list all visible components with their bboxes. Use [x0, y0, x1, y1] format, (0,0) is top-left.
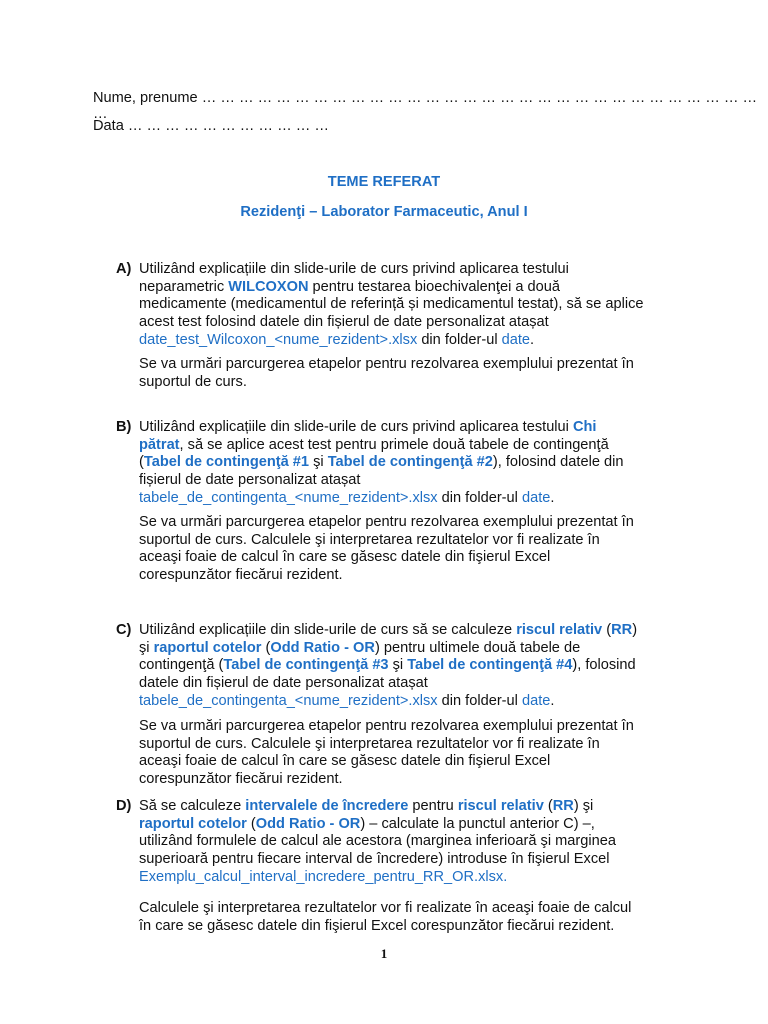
text: superioară pentru fiecare interval de încredere) introduse în fişierul Excel — [139, 851, 610, 868]
date-field — [93, 118, 329, 134]
file-link[interactable]: tabele_de_contingenta_<nume_rezident>.xlsx — [139, 489, 438, 506]
line — [139, 472, 699, 490]
item-d-label: D) — [116, 798, 132, 814]
text: şi — [388, 657, 408, 674]
text: ( — [246, 815, 256, 832]
text: Utilizând explicațiile din slide-urile de curs privind aplicarea testului — [139, 261, 569, 277]
text: Calculele şi interpretarea rezultatelor vor fi realizate în aceaşi foaie de calcul — [139, 900, 632, 916]
rr-term: RR — [611, 622, 633, 638]
text: corespunzător fiecărui rezident. — [139, 771, 343, 788]
line — [139, 437, 699, 455]
text: ) — [632, 622, 638, 638]
text: suportul de curs. Calculele şi interpretarea rezultatelor vor fi realizate în — [139, 735, 600, 752]
line — [139, 753, 699, 771]
line — [139, 693, 699, 711]
text: Să se calculeze — [139, 798, 246, 814]
line — [139, 900, 699, 918]
line — [139, 419, 699, 437]
line — [139, 356, 699, 374]
table-2-term: Tabel de contingenţă #2 — [327, 454, 493, 471]
or-term: Odd Ratio - OR — [270, 639, 375, 656]
line — [139, 869, 699, 887]
text: . — [550, 692, 555, 709]
item-a-note — [139, 356, 699, 391]
folder-link[interactable]: date — [521, 489, 551, 506]
file-link[interactable]: tabele_de_contingenta_<nume_rezident>.xlsx — [139, 692, 438, 709]
item-b-note — [139, 514, 699, 585]
line — [139, 549, 699, 567]
relative-risk-term: riscul relativ — [516, 622, 603, 638]
line — [139, 514, 699, 532]
text: ), folosind datele din — [492, 454, 624, 471]
item-d-paragraph — [139, 798, 699, 887]
relative-risk-term: riscul relativ — [457, 798, 544, 814]
line — [139, 736, 699, 754]
text: , să se aplice acest test pentru primele două tabele de contingenţă — [179, 436, 609, 453]
line — [139, 816, 699, 834]
text: ) şi — [573, 798, 594, 814]
line — [139, 314, 699, 332]
text: aceaşi foaie de calcul în care se găsesc datele din fişierul Excel — [139, 753, 551, 770]
line — [139, 675, 699, 693]
line — [139, 454, 699, 472]
text: ) pentru ultimele două tabele de — [374, 639, 581, 656]
text: ( — [261, 639, 271, 656]
table-3-term: Tabel de contingenţă #3 — [223, 657, 389, 674]
rr-term: RR — [552, 798, 574, 814]
text: . — [530, 331, 535, 348]
item-c-paragraph — [139, 622, 699, 711]
table-1-term: Tabel de contingenţă #1 — [143, 454, 310, 471]
patrat-term: pătrat — [139, 436, 180, 453]
text: Se va urmări parcurgerea etapelor pentru rezolvarea exemplului prezentat în — [139, 718, 634, 734]
line — [139, 622, 699, 640]
line — [139, 833, 699, 851]
text: din folder-ul — [437, 692, 522, 709]
item-a-label: A) — [116, 261, 132, 277]
page-subtitle: Rezidenţi – Laborator Farmaceutic, Anul I — [240, 204, 528, 220]
item-b-paragraph — [139, 419, 699, 508]
text: contingenţă ( — [139, 657, 224, 674]
confidence-interval-term: intervalele de încredere — [245, 798, 409, 814]
text: Se va urmări parcurgerea etapelor pentru rezolvarea exemplului prezentat în — [139, 356, 634, 372]
text: şi — [139, 639, 154, 656]
text: utilizând formulele de calcul ale acestora (marginea inferioară şi marginea — [139, 833, 616, 850]
folder-link[interactable]: date — [501, 331, 531, 348]
line — [139, 640, 699, 658]
text: Utilizând explicațiile din slide-urile de curs să se calculeze — [139, 622, 517, 638]
page-title: TEME REFERAT — [327, 174, 441, 190]
folder-link[interactable]: date — [521, 692, 551, 709]
text: suportul de curs. — [139, 373, 247, 390]
text: suportul de curs. Calculele şi interpretarea rezultatelor vor fi realizate în — [139, 531, 600, 548]
item-d-note — [139, 900, 699, 935]
line — [139, 374, 699, 392]
or-term: Odd Ratio - OR — [255, 815, 361, 832]
text: ( — [543, 798, 553, 814]
line — [139, 279, 699, 297]
text: pentru — [408, 798, 458, 814]
text: medicamente (medicamentul de referință și medicamentul testat), să se aplice — [139, 296, 644, 313]
name-dots: … … … … … … … … … … … … … … … … … … … … … … … … … … … … … … … — [93, 90, 758, 122]
odds-ratio-term: raportul cotelor — [139, 815, 247, 832]
line — [139, 918, 699, 936]
text: din folder-ul — [437, 489, 522, 506]
line — [139, 657, 699, 675]
table-4-term: Tabel de contingenţă #4 — [407, 657, 573, 674]
text: datele din fișierul de date personalizat atașat — [139, 675, 428, 692]
file-link[interactable]: date_test_Wilcoxon_<nume_rezident>.xlsx — [139, 331, 418, 348]
line — [139, 532, 699, 550]
item-c-label: C) — [116, 622, 132, 638]
text: ), folosind — [572, 657, 636, 674]
wilcoxon-term: WILCOXON — [228, 278, 309, 295]
text: Utilizând explicațiile din slide-urile de curs privind aplicarea testului — [139, 419, 573, 435]
text: ( — [602, 622, 612, 638]
text: neparametric — [139, 278, 229, 295]
line — [139, 851, 699, 869]
item-c-note — [139, 718, 699, 789]
excel-file-link[interactable]: Exemplu_calcul_interval_incredere_pentru_RR_OR.xlsx. — [139, 868, 508, 885]
line — [139, 798, 699, 816]
name-label: Nume, prenume — [93, 90, 198, 106]
text: ( — [139, 454, 144, 471]
text: ) – calculate la punctul anterior C) –, — [360, 815, 595, 832]
chi-term: Chi — [572, 419, 597, 435]
item-b-label: B) — [116, 419, 132, 435]
line — [139, 296, 699, 314]
line — [139, 718, 699, 736]
text: în care se găsesc datele din fişierul Excel corespunzător fiecărui rezident. — [139, 917, 615, 934]
line — [139, 332, 699, 350]
text: fișierul de date personalizat atașat — [139, 472, 361, 489]
text: pentru testarea bioechivalenţei a două — [308, 278, 561, 295]
date-label: Data — [93, 118, 124, 134]
page-number: 1 — [380, 946, 388, 961]
odds-ratio-term: raportul cotelor — [153, 639, 262, 656]
line — [139, 261, 699, 279]
line — [139, 490, 699, 508]
line — [139, 567, 699, 585]
text: corespunzător fiecărui rezident. — [139, 567, 343, 584]
line — [139, 771, 699, 789]
text: acest test folosind datele din fișierul de date personalizat atașat — [139, 314, 549, 331]
date-dots: … … … … … … … … … … … — [127, 118, 329, 134]
item-a-paragraph — [139, 261, 699, 350]
text: aceaşi foaie de calcul în care se găsesc datele din fişierul Excel — [139, 549, 551, 566]
text: din folder-ul — [417, 331, 502, 348]
text: şi — [309, 454, 328, 471]
text: . — [550, 489, 555, 506]
text: Se va urmări parcurgerea etapelor pentru rezolvarea exemplului prezentat în — [139, 514, 634, 530]
